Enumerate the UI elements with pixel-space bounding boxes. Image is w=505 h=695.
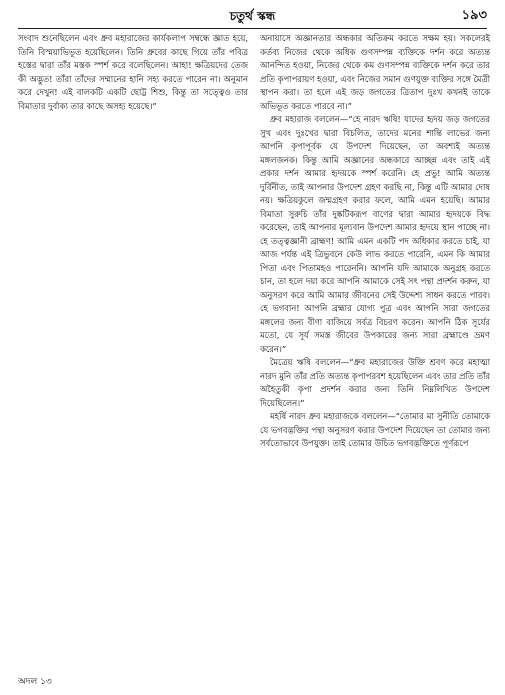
paragraph: অনায়াসে অজ্ঞানতার অন্ধকার অতিক্রম করতে সক্ষম হয়। সকলেরই কর্তব্য নিজের থেকে অধিক গুণসম্পন্ন ব্যক্তিকে দর্শন করে অত্যন্ত আনন্দিত হওয়া, নিজের থেকে কম গুণসম্পন্ন ব্যক্তিকে দর্শন করে তার প্রতি কৃপাপরায়ণ হওয়া, এবং নিজের সমান গুণযুক্ত ব্যক্তির সঙ্গে মৈত্রী স্থাপন করা। তা হলে এই জড় জগতের ত্রিতাপ দুঃখ কখনই তাকে অভিভূত করতে পারবে না।” (260, 33, 490, 111)
chapter-title: চতুর্থ স্কন্ধ (229, 9, 276, 23)
paragraph: সংবাদ শুনেছিলেন এবং ধ্রুব মহারাজের কার্যকলাপ সম্বন্ধে জ্ঞাত হয়ে, তিনি বিস্ময়াভিভূত হয়েছিলেন। তিনি ধ্রুবের কাছে গিয়ে তাঁর পবিত্র হস্তের দ্বারা তাঁর মস্তক স্পর্শ করে বলেছিলেন। আহা! ক্ষত্রিয়দের তেজ কী অদ্ভুত! তাঁরা তাঁদের সম্মানের হানি সহ্য করতে পারেন না। অনুমান করে দেখুন! এই বালকটি একটি ছোট্ট শিশু, কিন্তু তা সত্ত্বেও তার বিমাতার দুর্বাক্য তার কাছে অসহ্য হয়েছে।” (18, 33, 248, 111)
header-rule (18, 28, 487, 29)
page-header (18, 6, 487, 26)
right-column (260, 32, 490, 451)
paragraph: মৈত্রেয় ঋষি বললেন—“ধ্রুব মহারাজের উক্তি শ্রবণ করে মহাত্মা নারদ মুনি তাঁর প্রতি অত্যন্ত কৃপাপরবশ হয়েছিলেন এবং তার প্রতি তাঁর অহৈতুকী কৃপা প্রদর্শন করার জন্য তিনি নিম্নলিখিত উপদেশ দিয়েছিলেন।” (260, 357, 490, 408)
left-column (18, 32, 248, 113)
paragraph: মহর্ষি নারদ ধ্রুব মহারাজকে বললেন—“তোমার মা সুনীতি তোমাকে যে ভগবদ্ভক্তির পন্থা অনুসরণ করার উপদেশ দিয়েছেন তা তোমার জন্য সর্বতোভাবে উপযুক্ত। তাই তোমার উচিত ভগবদ্ভক্তিতে পূর্ণরূপে (260, 411, 490, 448)
paragraph: ধ্রুব মহারাজ বললেন—“হে নারদ ঋষি! যাদের হৃদয় জড় জগতের সুখ এবং দুঃখের দ্বারা বিচলিত, তাদের মনের শান্তি লাভের জন্য আপনি কৃপাপূর্বক যে উপদেশ দিয়েছেন, তা অবশ্যই অত্যন্ত মঙ্গলজনক। কিন্তু আমি অজ্ঞানের অন্ধকারে আচ্ছন্ন এবং তাই এই প্রকার দর্শন আমার হৃদয়কে স্পর্শ করেনি। হে প্রভু! আমি অত্যন্ত দুর্বিনীত, তাই আপনার উপদেশ গ্রহণ করছি না, কিন্তু এটি আমার দোষ নয়। ক্ষত্রিয়কুলে জন্মগ্রহণ করার ফলে, আমি এমন হয়েছি। আমার বিমাতা সুরুচি তাঁর দুষ্কটিকরূপ বাণের দ্বারা আমার হৃদয়কে বিদ্ধ করেছেন, তাই আপনার মূল্যবান উপদেশ আমার হৃদয়ে স্থান পাচ্ছে না। হে তত্ত্বজ্ঞানী ব্রাহ্মণ! আমি এমন একটি পদ অধিকার করতে চাই, যা আজ পর্যন্ত এই ত্রিভুবনে কেউ লাভ করতে পারেনি, এমন কি আমার পিতা এবং পিতামহও পারেননি। আপনি যদি আমাকে অনুগ্রহ করতে চান, তা হলে দয়া করে আপনি আমাকে সেই সৎ পন্থা প্রদর্শন করুন, যা অনুসরণ করে আমি আমার জীবনের সেই উদ্দেশ্য সাধন করতে পারব। হে ভগবান! আপনি ব্রহ্মার যোগ্য পুত্র এবং আপনি সারা জগতের মঙ্গলের জন্য বীণা বাজিয়ে সর্বত্র বিচরণ করেন। আপনি ঠিক সূর্যের মতো, যে সূর্য সমস্ত জীবের উপকারের জন্য সারা ব্রহ্মাণ্ডে ভ্রমণ করেন।” (260, 114, 490, 354)
page-number: ১৯৩ (461, 8, 487, 23)
page-footer: অদল ১৩ (18, 677, 52, 687)
